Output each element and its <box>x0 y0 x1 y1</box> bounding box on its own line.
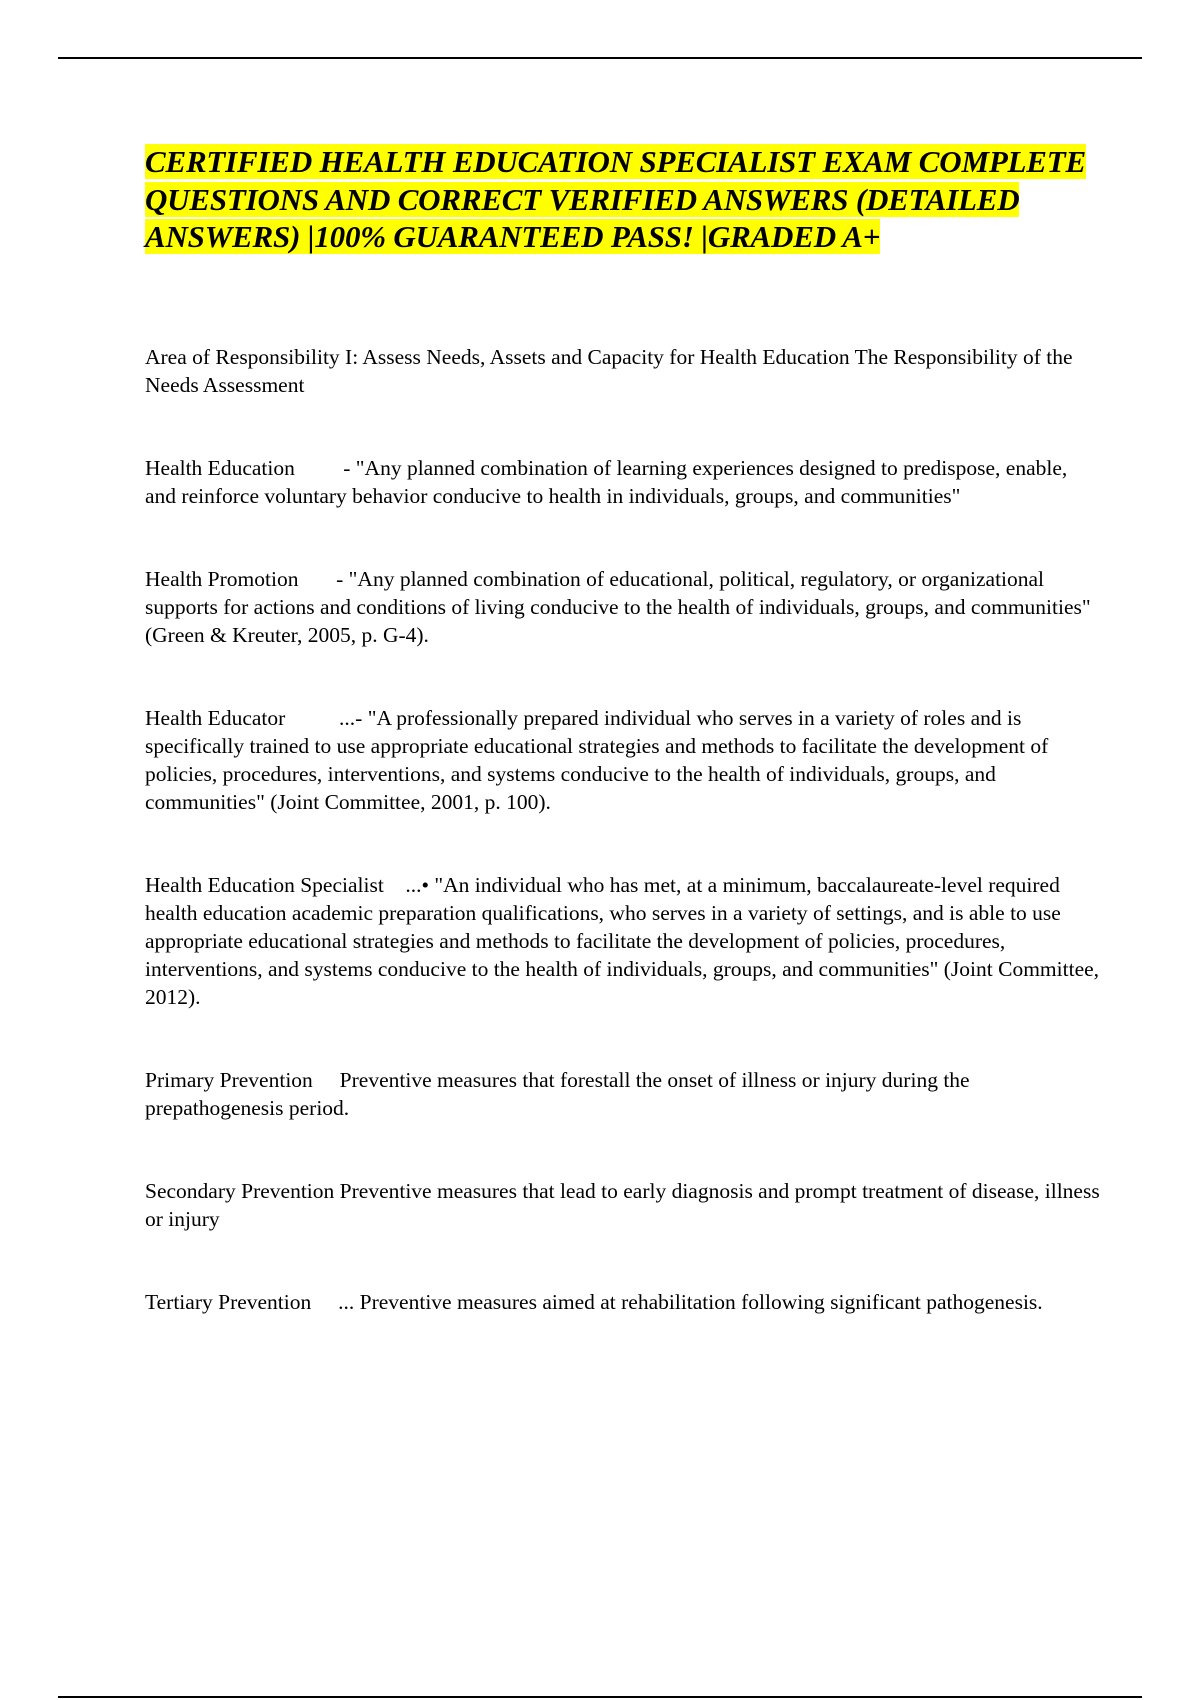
top-rule <box>58 57 1142 59</box>
page-content <box>145 143 1100 1316</box>
entry-term: Tertiary Prevention <box>145 1289 312 1314</box>
entry-tertiary-prevention <box>145 1288 1100 1316</box>
entry-term: Health Promotion <box>145 566 299 591</box>
document-title <box>145 143 1100 256</box>
bottom-rule <box>58 1696 1142 1698</box>
entry-separator: ...- <box>285 705 368 730</box>
entry-definition: Preventive measures that lead to early diagnosis and prompt treatment of disease, illness or injury <box>145 1178 1100 1231</box>
entry-separator <box>313 1068 340 1092</box>
entry-term: Health Education Specialist <box>145 872 384 897</box>
entry-term: Health Educator <box>145 705 286 730</box>
title-highlight: CERTIFIED HEALTH EDUCATION SPECIALIST EXAM COMPLETE QUESTIONS AND CORRECT VERIFIED ANSWERS (DETAILED ANSWERS) |100% GUARANTEED PASS! |GRADED A+ <box>145 144 1086 254</box>
entry-primary-prevention <box>145 1066 1100 1122</box>
entry-definition: "Any planned combination of learning experiences designed to predispose, enable, and reinforce voluntary behavior conducive to health in individuals, groups, and communities" <box>145 455 1068 508</box>
entry-health-education <box>145 454 1100 510</box>
entry-separator: ...• <box>383 872 435 897</box>
entry-definition: "An individual who has met, at a minimum, baccalaureate-level required health education academic preparation qualifications, who serves in a variety of settings, and is able to use appropriate educational strategies and methods to facilitate the development of policies, procedures, interventions, and systems conducive to the health of individuals, groups, and communities" (Joint Committee, 2012). <box>145 872 1100 1009</box>
entry-term: Secondary Prevention <box>145 1178 335 1203</box>
entry-health-education-specialist <box>145 871 1100 1011</box>
entry-separator: - <box>294 455 356 480</box>
entry-definition: Preventive measures aimed at rehabilitation following significant pathogenesis. <box>359 1289 1043 1314</box>
entry-secondary-prevention <box>145 1177 1100 1233</box>
entry-definition: "A professionally prepared individual who serves in a variety of roles and is specifically trained to use appropriate educational strategies and methods to facilitate the development of policies, procedures, interventions, and systems conducive to the health of individuals, groups, and communities" (Joint Committee, 2001, p. 100). <box>145 705 1049 814</box>
entry-definition: Preventive measures that forestall the onset of illness or injury during the prepathogenesis period. <box>145 1067 970 1120</box>
section-heading: Area of Responsibility I: Assess Needs, Assets and Capacity for Health Education The Responsibility of the Needs Assessment <box>145 344 1073 397</box>
entry-definition: "Any planned combination of educational, political, regulatory, or organizational supports for actions and conditions of living conducive to the health of individuals, groups, and communities" (Green & Kreuter, 2005, p. G-4). <box>145 566 1091 647</box>
entry-separator: ... <box>311 1289 360 1314</box>
entry-term: Primary Prevention <box>145 1067 313 1092</box>
entry-separator: - <box>298 566 349 591</box>
entry-health-promotion <box>145 565 1100 649</box>
entry-health-educator <box>145 704 1100 816</box>
entry-term: Health Education <box>145 455 295 480</box>
